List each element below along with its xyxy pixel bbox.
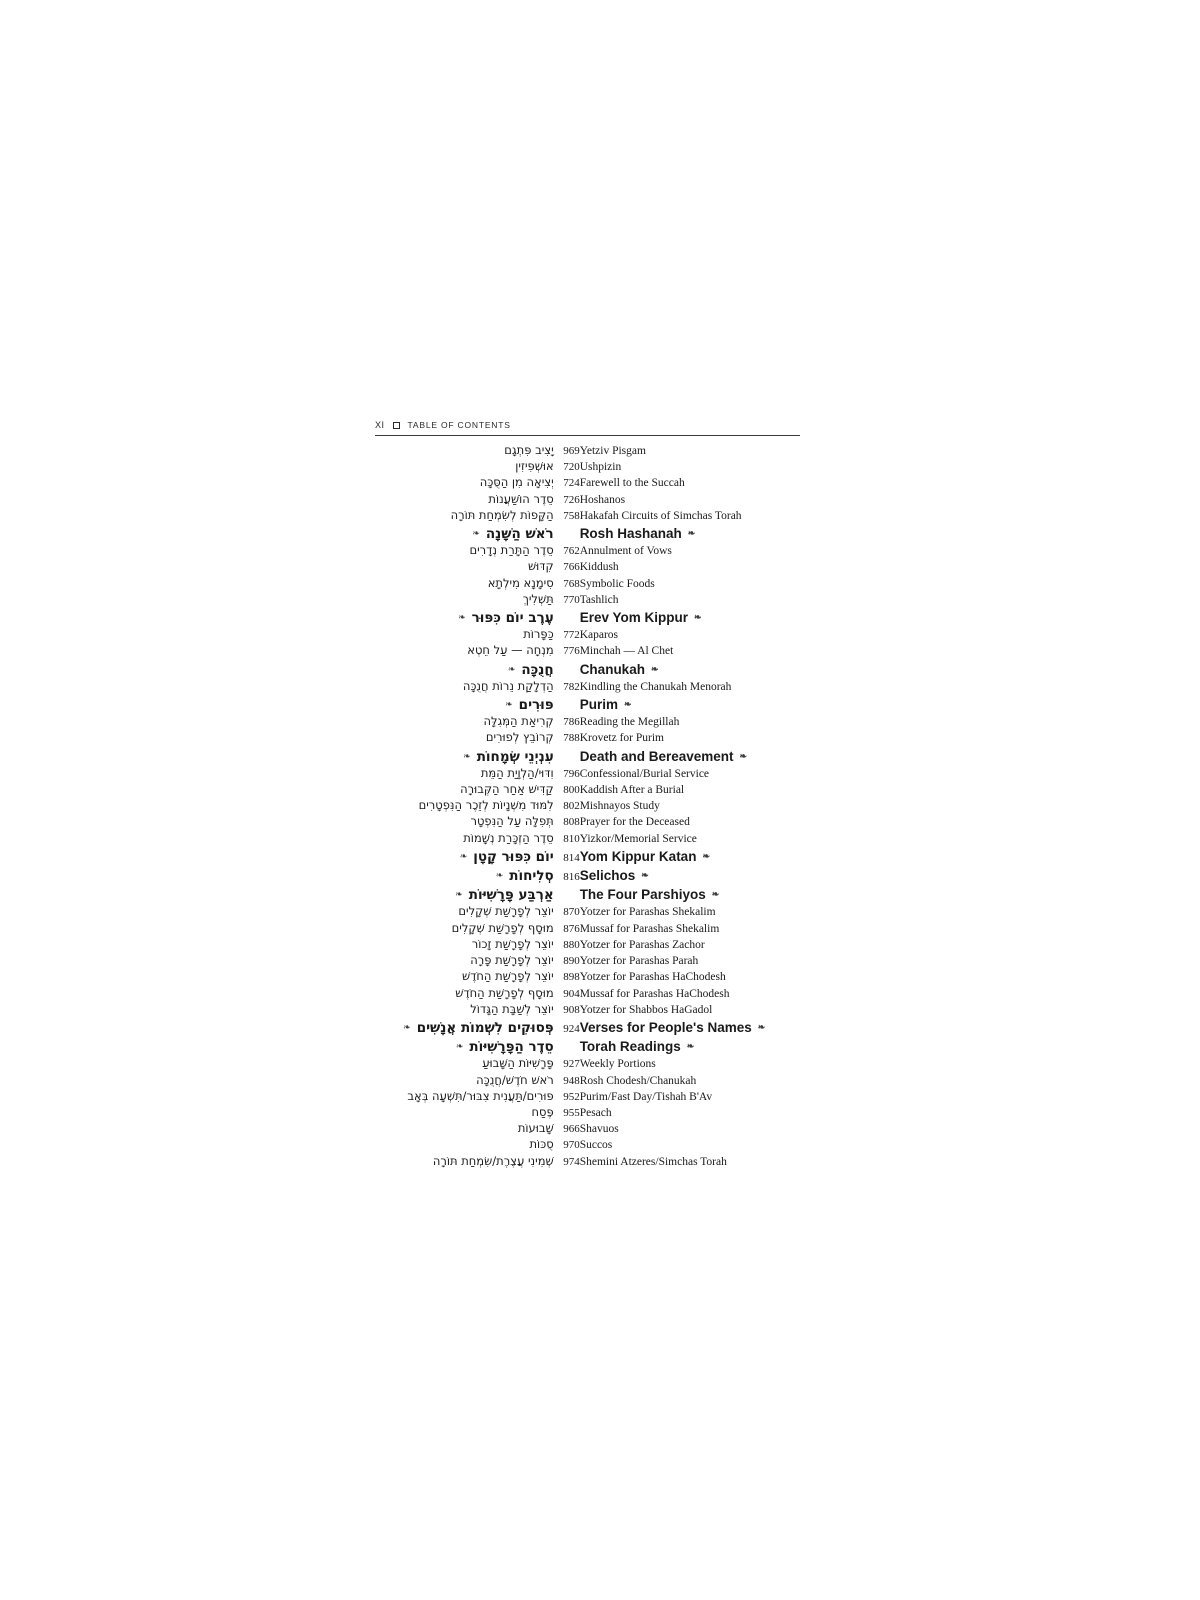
toc-hebrew-title bbox=[375, 885, 554, 904]
toc-page-number: 766 bbox=[563, 561, 580, 574]
toc-entry-row[interactable] bbox=[375, 627, 800, 643]
toc-page-number: 720 bbox=[563, 461, 580, 474]
toc-entry-row[interactable] bbox=[375, 953, 800, 969]
toc-english-title: Yotzer for Parashas Shekalim bbox=[579, 906, 716, 919]
toc-hebrew-label: עֶרֶב יוֹם כִּפּוּר bbox=[471, 610, 554, 627]
toc-hebrew-title: מִנְחָה — עַל חֵטְא bbox=[467, 643, 554, 658]
toc-entry-row[interactable] bbox=[375, 459, 800, 475]
toc-page-number bbox=[554, 660, 580, 679]
toc-page-number: 908 bbox=[563, 1003, 580, 1016]
toc-entry-row[interactable] bbox=[375, 543, 800, 559]
ornament-icon: ❧ bbox=[739, 750, 748, 761]
toc-page-content bbox=[375, 420, 800, 1170]
toc-hebrew-title: פָּרָשִׁיּוֹת הַשָּׁבוּעַ bbox=[482, 1056, 554, 1071]
ornament-icon: ❧ bbox=[455, 1042, 464, 1053]
toc-page-number bbox=[554, 747, 580, 766]
toc-hebrew-title bbox=[375, 847, 554, 866]
toc-english-label: Death and Bereavement bbox=[579, 748, 734, 764]
toc-hebrew-label: רֹאשׁ הַשָּׁנָה bbox=[485, 526, 554, 543]
toc-page-number: 758 bbox=[563, 509, 580, 522]
toc-english-title: Reading the Megillah bbox=[579, 716, 680, 729]
toc-hebrew-label: חֲנֻכָּה bbox=[521, 661, 554, 678]
toc-page-number: 810 bbox=[563, 832, 580, 845]
toc-hebrew-title: כַּפָּרוֹת bbox=[523, 627, 554, 642]
toc-english-title: Confessional/Burial Service bbox=[579, 767, 710, 780]
toc-english-label: Yom Kippur Katan bbox=[579, 848, 697, 864]
toc-english-title bbox=[580, 866, 800, 885]
ornament-icon: ❧ bbox=[505, 700, 513, 711]
ornament-icon: ❧ bbox=[403, 1022, 411, 1033]
toc-english-label: Torah Readings bbox=[579, 1039, 681, 1055]
toc-english-title bbox=[580, 847, 800, 866]
toc-entry-row[interactable] bbox=[375, 1073, 800, 1089]
ornament-icon: ❧ bbox=[757, 1021, 766, 1032]
toc-english-title: Kaparos bbox=[579, 629, 619, 642]
ornament-icon: ❧ bbox=[459, 851, 468, 862]
toc-entry-row[interactable] bbox=[375, 592, 800, 608]
ornament-icon: ❧ bbox=[711, 889, 720, 900]
toc-section-row[interactable] bbox=[375, 1037, 800, 1056]
toc-page-number: 808 bbox=[563, 816, 580, 829]
toc-english-title bbox=[580, 1037, 800, 1056]
toc-hebrew-label: סֵדֶר הַפָּרָשִׁיּוֹת bbox=[469, 1039, 554, 1056]
toc-english-title: Yotzer for Parashas Parah bbox=[579, 955, 699, 968]
toc-hebrew-title: שְׁמִינִי עֲצֶרֶת/שִׂמְחַת תּוֹרָה bbox=[432, 1153, 554, 1168]
toc-entry-row[interactable] bbox=[375, 576, 800, 592]
toc-hebrew-title: קַדִּישׁ אַחַר הַקְּבוּרָה bbox=[460, 782, 554, 797]
toc-page-number: 770 bbox=[563, 593, 580, 606]
toc-hebrew-title: מוּסָף לְפָרָשַׁת שְׁקָלִים bbox=[451, 920, 554, 935]
toc-section-row[interactable] bbox=[375, 524, 800, 543]
toc-entry-row[interactable] bbox=[375, 443, 800, 459]
toc-page-number bbox=[554, 524, 580, 543]
toc-english-title: Kindling the Chanukah Menorah bbox=[579, 680, 732, 693]
toc-page-number bbox=[554, 885, 580, 904]
toc-english-title bbox=[580, 524, 800, 543]
toc-entry-row[interactable] bbox=[375, 730, 800, 746]
toc-hebrew-title bbox=[375, 1037, 554, 1056]
toc-hebrew-title: תַּשְׁלִיךְ bbox=[522, 591, 554, 606]
toc-page-number: 788 bbox=[563, 732, 580, 745]
toc-entry-row[interactable] bbox=[375, 1154, 800, 1170]
running-head bbox=[375, 420, 800, 433]
toc-entry-row[interactable] bbox=[375, 475, 800, 491]
toc-english-title: Shemini Atzeres/Simchas Torah bbox=[579, 1155, 727, 1168]
toc-page-number: 762 bbox=[563, 545, 580, 558]
toc-hebrew-title: סֵדֶר הַזְכָּרַת נְשָׁמוֹת bbox=[463, 830, 554, 845]
toc-english-title bbox=[580, 747, 800, 766]
toc-page-number: 952 bbox=[563, 1090, 580, 1103]
toc-english-title: Purim/Fast Day/Tishah B'Av bbox=[579, 1090, 713, 1103]
toc-page-number: 966 bbox=[563, 1123, 580, 1136]
toc-english-title bbox=[580, 695, 800, 714]
toc-english-label: Chanukah bbox=[579, 661, 645, 677]
toc-english-title: Symbolic Foods bbox=[579, 577, 655, 590]
toc-entry-row[interactable] bbox=[375, 921, 800, 937]
toc-english-title: Tashlich bbox=[579, 593, 619, 606]
toc-section-row[interactable] bbox=[375, 747, 800, 766]
toc-hebrew-title: לִמּוּד מִשְׁנָיוֹת לְזֵכֶר הַנִּפְטָרִים bbox=[418, 798, 554, 813]
toc-page-number: 768 bbox=[563, 577, 580, 590]
ornament-icon: ❧ bbox=[693, 612, 702, 623]
toc-page-number: 816 bbox=[563, 871, 580, 884]
toc-english-label: The Four Parshiyos bbox=[579, 887, 706, 903]
toc-entry-row[interactable] bbox=[375, 969, 800, 985]
toc-english-title: Kaddish After a Burial bbox=[579, 784, 685, 797]
toc-entry-row[interactable] bbox=[375, 559, 800, 575]
toc-page-number: 924 bbox=[563, 1022, 580, 1035]
toc-entry-row[interactable] bbox=[375, 643, 800, 659]
toc-section-row[interactable] bbox=[375, 660, 800, 679]
toc-hebrew-title bbox=[375, 747, 554, 766]
toc-english-title: Yetziv Pisgam bbox=[579, 445, 646, 457]
ornament-icon: ❧ bbox=[472, 529, 480, 540]
toc-page-number: 800 bbox=[563, 784, 580, 797]
toc-section-row[interactable] bbox=[375, 695, 800, 714]
toc-english-title bbox=[580, 608, 800, 627]
ornament-icon: ❧ bbox=[641, 870, 649, 881]
header-divider bbox=[375, 435, 800, 436]
toc-section-row[interactable] bbox=[375, 608, 800, 627]
toc-english-label: Verses for People's Names bbox=[579, 1019, 752, 1035]
toc-section-row[interactable] bbox=[375, 847, 800, 866]
toc-english-title: Ushpizin bbox=[579, 461, 622, 474]
toc-page-number bbox=[554, 608, 580, 627]
toc-page-number: 904 bbox=[563, 987, 580, 1000]
toc-english-title: Minchah — Al Chet bbox=[579, 645, 674, 658]
toc-page-number: 796 bbox=[563, 767, 580, 780]
toc-english-title: Weekly Portions bbox=[579, 1058, 656, 1071]
toc-entry-row[interactable] bbox=[375, 1137, 800, 1153]
toc-hebrew-title bbox=[375, 524, 554, 543]
toc-english-title: Farewell to the Succah bbox=[579, 477, 685, 490]
toc-entry-row[interactable] bbox=[375, 1002, 800, 1018]
toc-page-number bbox=[554, 695, 580, 714]
ornament-icon: ❧ bbox=[507, 664, 516, 675]
toc-english-title: Annulment of Vows bbox=[579, 545, 672, 558]
toc-english-label: Selichos bbox=[579, 868, 636, 884]
toc-english-title: Hoshanos bbox=[579, 493, 626, 506]
toc-english-label: Purim bbox=[579, 697, 618, 713]
toc-hebrew-title: יוֹצֵר לְפָרָשַׁת פָּרָה bbox=[470, 953, 554, 968]
toc-english-title: Mussaf for Parashas Shekalim bbox=[579, 922, 720, 935]
toc-entry-row[interactable] bbox=[375, 508, 800, 524]
toc-hebrew-title: יוֹצֵר לְפָרָשַׁת שְׁקָלִים bbox=[458, 904, 554, 919]
toc-page-number: 724 bbox=[563, 477, 580, 490]
toc-page-number: 948 bbox=[563, 1074, 580, 1087]
toc-entry-row[interactable] bbox=[375, 1105, 800, 1121]
toc-page-number: 776 bbox=[563, 645, 580, 658]
toc-hebrew-title: רֹאשׁ חֹדֶשׁ/חֲנֻכָּה bbox=[476, 1072, 554, 1087]
toc-page-number: 969 bbox=[563, 445, 580, 457]
toc-hebrew-title: יָצִיב פִּתְגָם bbox=[504, 443, 554, 457]
toc-english-title: Kiddush bbox=[579, 561, 619, 574]
toc-hebrew-title: קְרִיאַת הַמְּגִלָּה bbox=[483, 714, 554, 729]
toc-english-title: Rosh Chodesh/Chanukah bbox=[579, 1074, 697, 1087]
toc-page-number: 876 bbox=[563, 922, 580, 935]
toc-page-number: 970 bbox=[563, 1139, 580, 1152]
folio-number: XI bbox=[375, 420, 385, 430]
toc-entry-row[interactable] bbox=[375, 937, 800, 953]
toc-entry-row[interactable] bbox=[375, 904, 800, 920]
ornament-icon: ❧ bbox=[495, 871, 504, 882]
toc-hebrew-title: יְצִיאָה מִן הַסֻּכָּה bbox=[479, 475, 554, 490]
square-bullet-icon bbox=[393, 422, 400, 429]
ornament-icon: ❧ bbox=[686, 1041, 695, 1052]
toc-english-title bbox=[580, 660, 800, 679]
toc-english-title: Mussaf for Parashas HaChodesh bbox=[579, 987, 730, 1000]
toc-entry-row[interactable] bbox=[375, 814, 800, 830]
toc-hebrew-title: פֶּסַח bbox=[531, 1104, 554, 1119]
toc-hebrew-label: פּוּרִים bbox=[518, 697, 554, 714]
toc-page-number: 782 bbox=[563, 680, 580, 693]
toc-english-title: Hakafah Circuits of Simchas Torah bbox=[579, 509, 742, 522]
toc-english-title: Succos bbox=[579, 1139, 613, 1152]
toc-entry-row[interactable] bbox=[375, 831, 800, 847]
toc-page-number: 726 bbox=[563, 493, 580, 506]
toc-hebrew-title: פּוּרִים/תַּעֲנִית צִבּוּר/תִּשְׁעָה בְּאָב bbox=[407, 1088, 554, 1103]
toc-page-number: 786 bbox=[563, 716, 580, 729]
toc-hebrew-label: פְּסוּקִים לִשְׁמוֹת אֲנָשִׁים bbox=[416, 1019, 554, 1036]
toc-english-title: Shavuos bbox=[579, 1123, 619, 1136]
toc-hebrew-title: הַדְלָקַת נֵרוֹת חֲנֻכָּה bbox=[462, 678, 554, 693]
toc-english-title: Yotzer for Shabbos HaGadol bbox=[579, 1003, 713, 1016]
toc-entry-row[interactable] bbox=[375, 1121, 800, 1137]
toc-page-number: 772 bbox=[563, 629, 580, 642]
toc-hebrew-title: שָׁבוּעוֹת bbox=[517, 1121, 554, 1136]
toc-page-number: 974 bbox=[563, 1155, 580, 1168]
toc-page-number: 802 bbox=[563, 800, 580, 813]
ornament-icon: ❧ bbox=[623, 699, 632, 710]
toc-english-label: Rosh Hashanah bbox=[579, 526, 682, 542]
toc-english-title: Prayer for the Deceased bbox=[579, 816, 690, 829]
toc-english-label: Erev Yom Kippur bbox=[579, 610, 688, 626]
toc-entry-row[interactable] bbox=[375, 679, 800, 695]
toc-section-row[interactable] bbox=[375, 1018, 800, 1037]
toc-hebrew-label: עִנְיְנֵי שְׂמָחוֹת bbox=[476, 748, 554, 765]
toc-section-row[interactable] bbox=[375, 885, 800, 904]
ornament-icon: ❧ bbox=[687, 528, 696, 539]
toc-hebrew-title: סִימָנָא מִילְתָא bbox=[487, 575, 554, 590]
toc-english-title: Pesach bbox=[579, 1106, 612, 1119]
toc-english-title: Yotzer for Parashas HaChodesh bbox=[579, 971, 726, 984]
toc-entry-row[interactable] bbox=[375, 1056, 800, 1072]
toc-hebrew-title: סֻכּוֹת bbox=[529, 1137, 554, 1152]
toc-page-number: 890 bbox=[563, 955, 580, 968]
toc-entry-row[interactable] bbox=[375, 492, 800, 508]
toc-english-title: Yizkor/Memorial Service bbox=[579, 832, 697, 845]
toc-entry-row[interactable] bbox=[375, 714, 800, 730]
toc-page-number bbox=[554, 1037, 580, 1056]
ornament-icon: ❧ bbox=[463, 751, 471, 762]
toc-page-number: 880 bbox=[563, 938, 580, 951]
toc-hebrew-label: סְלִיחוֹת bbox=[509, 868, 554, 885]
toc-hebrew-title: הַקָּפוֹת לְשִׂמְחַת תּוֹרָה bbox=[450, 507, 554, 522]
toc-entry-row[interactable] bbox=[375, 1089, 800, 1105]
toc-hebrew-title bbox=[375, 660, 554, 679]
toc-hebrew-title bbox=[375, 866, 554, 885]
toc-hebrew-title: וִדּוּי/הַלְוָיַת הַמֵּת bbox=[480, 765, 554, 780]
toc-entry-row[interactable] bbox=[375, 782, 800, 798]
toc-page-number: 955 bbox=[563, 1106, 580, 1119]
toc-page-number: 870 bbox=[563, 906, 580, 919]
toc-page-number: 898 bbox=[563, 971, 580, 984]
toc-entry-row[interactable] bbox=[375, 798, 800, 814]
toc-hebrew-title: יוֹצֵר לְשַׁבָּת הַגָּדוֹל bbox=[470, 1001, 554, 1016]
toc-page-number: 927 bbox=[563, 1058, 580, 1071]
toc-hebrew-label: אַרְבַּע פָּרָשִׁיּוֹת bbox=[468, 887, 554, 904]
table-of-contents bbox=[375, 443, 800, 1170]
toc-hebrew-title bbox=[375, 608, 554, 627]
toc-hebrew-title: יוֹצֵר לְפָרָשַׁת הַחֹדֶשׁ bbox=[461, 969, 554, 984]
toc-english-title: Mishnayos Study bbox=[579, 800, 660, 813]
toc-english-title: Yotzer for Parashas Zachor bbox=[579, 938, 705, 951]
ornament-icon: ❧ bbox=[702, 850, 710, 861]
toc-english-title: Krovetz for Purim bbox=[579, 732, 665, 745]
toc-hebrew-title: מוּסָף לְפָרָשַׁת הַחֹדֶשׁ bbox=[455, 985, 554, 1000]
toc-hebrew-title: אוּשְׁפִּיזִין bbox=[515, 459, 554, 474]
toc-entry-row[interactable] bbox=[375, 986, 800, 1002]
toc-hebrew-title: קְרוֹבֵץ לְפוּרִים bbox=[485, 730, 554, 745]
toc-hebrew-title: יוֹצֵר לְפָרָשַׁת זָכוֹר bbox=[471, 936, 554, 951]
ornament-icon: ❧ bbox=[650, 663, 659, 674]
toc-section-row[interactable] bbox=[375, 866, 800, 885]
toc-hebrew-title bbox=[375, 1018, 554, 1037]
toc-page-number: 814 bbox=[563, 851, 580, 864]
toc-english-title bbox=[580, 1018, 800, 1037]
toc-hebrew-title: סֵדֶר הוֹשַׁעֲנוֹת bbox=[488, 491, 554, 506]
toc-english-title bbox=[580, 885, 800, 904]
toc-entry-row[interactable] bbox=[375, 766, 800, 782]
running-head-title: TABLE OF CONTENTS bbox=[407, 420, 511, 430]
ornament-icon: ❧ bbox=[458, 613, 466, 624]
ornament-icon: ❧ bbox=[455, 890, 463, 901]
toc-hebrew-label: יוֹם כִּפּוּר קָטָן bbox=[473, 848, 554, 865]
toc-hebrew-title bbox=[375, 695, 554, 714]
toc-hebrew-title: תְּפִלָּה עַל הַנִּפְטָר bbox=[470, 814, 554, 829]
toc-hebrew-title: קִדּוּשׁ bbox=[527, 559, 554, 574]
toc-hebrew-title: סֵדֶר הַתָּרַת נְדָרִים bbox=[469, 543, 554, 558]
